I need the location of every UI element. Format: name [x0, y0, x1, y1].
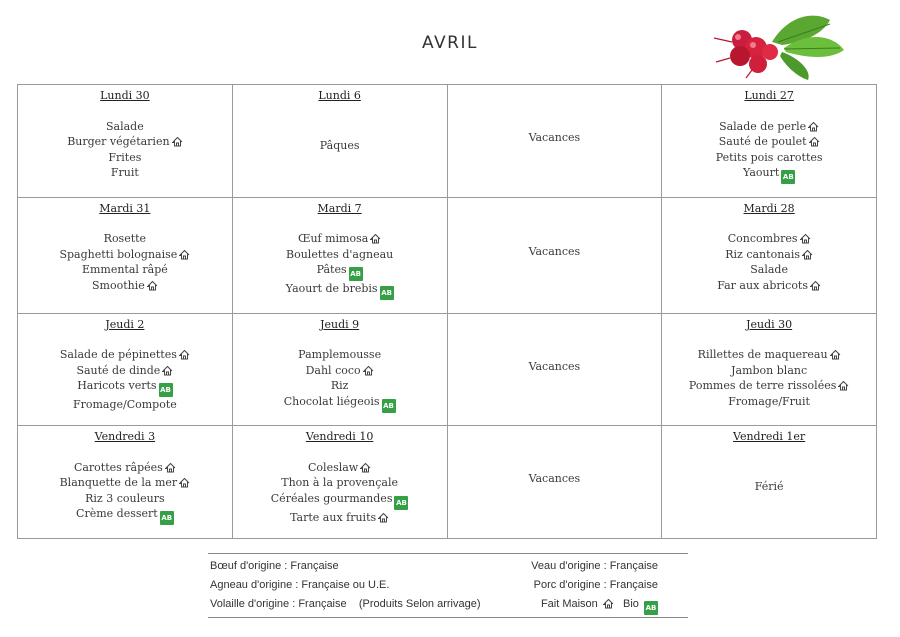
dish-item: [235, 475, 445, 491]
legend: [208, 553, 688, 618]
day-heading: Mardi 31: [99, 201, 151, 215]
dish-item: [20, 363, 230, 379]
dish-name: Tarte aux fruits: [290, 510, 377, 524]
dish-name: Pâtes: [316, 263, 347, 276]
page-title: AVRIL: [422, 33, 478, 53]
dish-name: Riz cantonais: [725, 247, 800, 261]
weekly-menu-table: [17, 84, 877, 539]
dish-name: Fromage/Compote: [72, 398, 177, 412]
dish-name: Petits pois carottes: [715, 150, 823, 164]
dish-name: Salade: [106, 119, 144, 133]
fait-maison-icon: [179, 477, 190, 488]
menu-row: [18, 197, 877, 313]
dish-name: Riz: [330, 379, 349, 393]
day-heading: Mardi 7: [317, 201, 362, 215]
day-heading: Jeudi 9: [320, 317, 360, 331]
dish-item: [20, 347, 230, 363]
fait-maison-icon: [800, 233, 811, 244]
legend-bio: Bio: [623, 598, 639, 610]
bio-ab-icon: AB: [781, 170, 795, 184]
bio-ab-icon: AB: [644, 601, 658, 615]
dish-name: Concombres: [727, 232, 798, 245]
dish-name: Chocolat liégeois: [283, 394, 380, 408]
fait-maison-icon: [830, 349, 841, 360]
dish-name: Boulettes d'agneau: [286, 247, 394, 261]
dish-name: Coleslaw: [308, 460, 359, 474]
menu-cell: [232, 85, 447, 198]
dish-item: [235, 347, 445, 363]
dish-item: [235, 247, 445, 263]
dish-name: Spaghetti bolognaise: [59, 247, 178, 261]
dish-item: [664, 262, 874, 278]
menu-cell: [662, 197, 877, 313]
fait-maison-icon: [165, 462, 176, 473]
day-heading: Vendredi 1er: [733, 430, 806, 444]
dish-item: [235, 363, 445, 379]
dish-item: [20, 506, 230, 525]
dish-name: Salade de perle: [719, 119, 807, 133]
dish-name: Yaourt: [742, 166, 780, 179]
day-heading: Vendredi 3: [94, 430, 156, 444]
fait-maison-icon: [179, 349, 190, 360]
dish-name: Crème dessert: [76, 507, 158, 521]
menu-row: [18, 426, 877, 539]
dish-name: Smoothie: [92, 278, 145, 292]
dish-item: [235, 231, 445, 247]
fait-maison-icon: [378, 512, 389, 523]
dish-item: [20, 165, 230, 181]
dish-item: [664, 378, 874, 394]
dish-name: Jambon blanc: [731, 363, 808, 377]
day-note: Férié: [754, 479, 784, 493]
day-heading: Jeudi 30: [746, 317, 793, 331]
bio-ab-icon: AB: [159, 383, 173, 397]
dish-item: [235, 281, 445, 300]
dish-item: [20, 262, 230, 278]
day-note: Pâques: [319, 138, 360, 152]
dish-item: [664, 119, 874, 135]
dish-item: [20, 134, 230, 150]
menu-cell: [662, 313, 877, 426]
fait-maison-icon: [162, 365, 173, 376]
menu-cell: [232, 313, 447, 426]
dish-item: [20, 119, 230, 135]
legend-bio-icon: [642, 598, 658, 610]
dish-item: [20, 460, 230, 476]
legend-porc: Porc d'origine : Française: [533, 579, 658, 591]
bio-ab-icon: AB: [160, 511, 174, 525]
dish-item: [235, 378, 445, 394]
dish-item: [20, 150, 230, 166]
dish-name: Thon à la provençale: [281, 476, 398, 490]
dish-item: [20, 491, 230, 507]
menu-cell: [18, 197, 233, 313]
vacances-label: Vacances: [528, 245, 581, 259]
dish-item: [235, 262, 445, 281]
menu-cell: [232, 197, 447, 313]
fait-maison-icon: [810, 280, 821, 291]
dish-item: [664, 247, 874, 263]
radish-illustration: [712, 12, 846, 80]
dish-name: Far aux abricots: [717, 278, 809, 292]
dish-name: Fromage/Fruit: [728, 394, 810, 408]
dish-name: Haricots verts: [77, 379, 157, 393]
fait-maison-icon: [147, 280, 158, 291]
menu-row: [18, 313, 877, 426]
menu-cell: [447, 85, 662, 198]
menu-cell: [18, 85, 233, 198]
dish-name: Sauté de poulet: [718, 135, 807, 148]
day-heading: Mardi 28: [743, 201, 795, 215]
day-heading: Lundi 27: [744, 89, 794, 102]
fait-maison-icon: [603, 598, 614, 609]
fait-maison-icon: [802, 249, 813, 260]
dish-name: Salade: [750, 263, 788, 276]
dish-name: Œuf mimosa: [297, 232, 369, 245]
menu-cell: [447, 197, 662, 313]
dish-item: [664, 134, 874, 150]
legend-fait-maison-icon: [601, 598, 614, 610]
dish-name: Blanquette de la mer: [59, 476, 178, 490]
dish-item: [20, 247, 230, 263]
fait-maison-icon: [809, 136, 820, 147]
dish-name: Riz 3 couleurs: [85, 491, 165, 505]
dish-item: [20, 231, 230, 247]
menu-cell: [447, 426, 662, 539]
vacances-label: Vacances: [528, 131, 581, 144]
bio-ab-icon: AB: [349, 267, 363, 281]
vacances-label: Vacances: [528, 359, 581, 373]
dish-item: [664, 363, 874, 379]
dish-name: Rosette: [103, 232, 147, 245]
dish-item: [235, 491, 445, 510]
dish-item: [235, 510, 445, 526]
dish-name: Frites: [108, 150, 142, 164]
fait-maison-icon: [172, 136, 183, 147]
menu-cell: [18, 426, 233, 539]
dish-name: Yaourt de brebis: [285, 282, 378, 295]
dish-item: [235, 460, 445, 476]
dish-name: Rillettes de maquereau: [697, 348, 828, 362]
menu-cell: [447, 313, 662, 426]
dish-item: [664, 150, 874, 166]
day-heading: Lundi 30: [100, 89, 150, 102]
dish-name: Sauté de dinde: [76, 363, 161, 377]
menu-row: [18, 85, 877, 198]
menu-cell: [232, 426, 447, 539]
bio-ab-icon: AB: [394, 496, 408, 510]
dish-name: Fruit: [110, 166, 139, 179]
fait-maison-icon: [360, 462, 371, 473]
dish-item: [664, 394, 874, 410]
fait-maison-icon: [808, 121, 819, 132]
menu-cell: [18, 313, 233, 426]
dish-item: [664, 231, 874, 247]
bio-ab-icon: AB: [380, 286, 394, 300]
dish-name: Salade de pépinettes: [59, 348, 177, 362]
dish-item: [235, 394, 445, 413]
legend-veau: Veau d'origine : Française: [531, 560, 658, 572]
legend-volaille: Volaille d'origine : Française (Produits Selon arrivage): [210, 598, 481, 610]
dish-name: Pamplemousse: [298, 348, 382, 362]
vacances-label: Vacances: [528, 472, 581, 486]
fait-maison-icon: [179, 249, 190, 260]
dish-item: [664, 347, 874, 363]
legend-fait-maison: Fait Maison: [540, 598, 598, 610]
day-heading: Jeudi 2: [105, 317, 145, 331]
day-heading: Vendredi 10: [305, 430, 374, 444]
dish-name: Carottes râpées: [73, 460, 163, 474]
dish-item: [20, 475, 230, 491]
dish-item: [664, 165, 874, 184]
legend-symbols: [541, 595, 688, 614]
dish-name: Pommes de terre rissolées: [688, 379, 837, 393]
menu-cell: [662, 85, 877, 198]
dish-item: [664, 278, 874, 294]
dish-item: [20, 278, 230, 294]
legend-agneau: Agneau d'origine : Française ou U.E.: [210, 579, 390, 591]
legend-boeuf: Bœuf d'origine : Française: [210, 560, 339, 572]
fait-maison-icon: [838, 380, 849, 391]
menu-cell: [662, 426, 877, 539]
dish-name: Céréales gourmandes: [270, 491, 393, 505]
dish-item: [20, 378, 230, 397]
dish-item: [20, 397, 230, 413]
dish-name: Burger végétarien: [67, 135, 170, 148]
fait-maison-icon: [363, 365, 374, 376]
day-heading: Lundi 6: [318, 89, 361, 102]
dish-name: Dahl coco: [305, 363, 361, 377]
bio-ab-icon: AB: [382, 399, 396, 413]
dish-name: Emmental râpé: [81, 263, 168, 276]
fait-maison-icon: [370, 233, 381, 244]
